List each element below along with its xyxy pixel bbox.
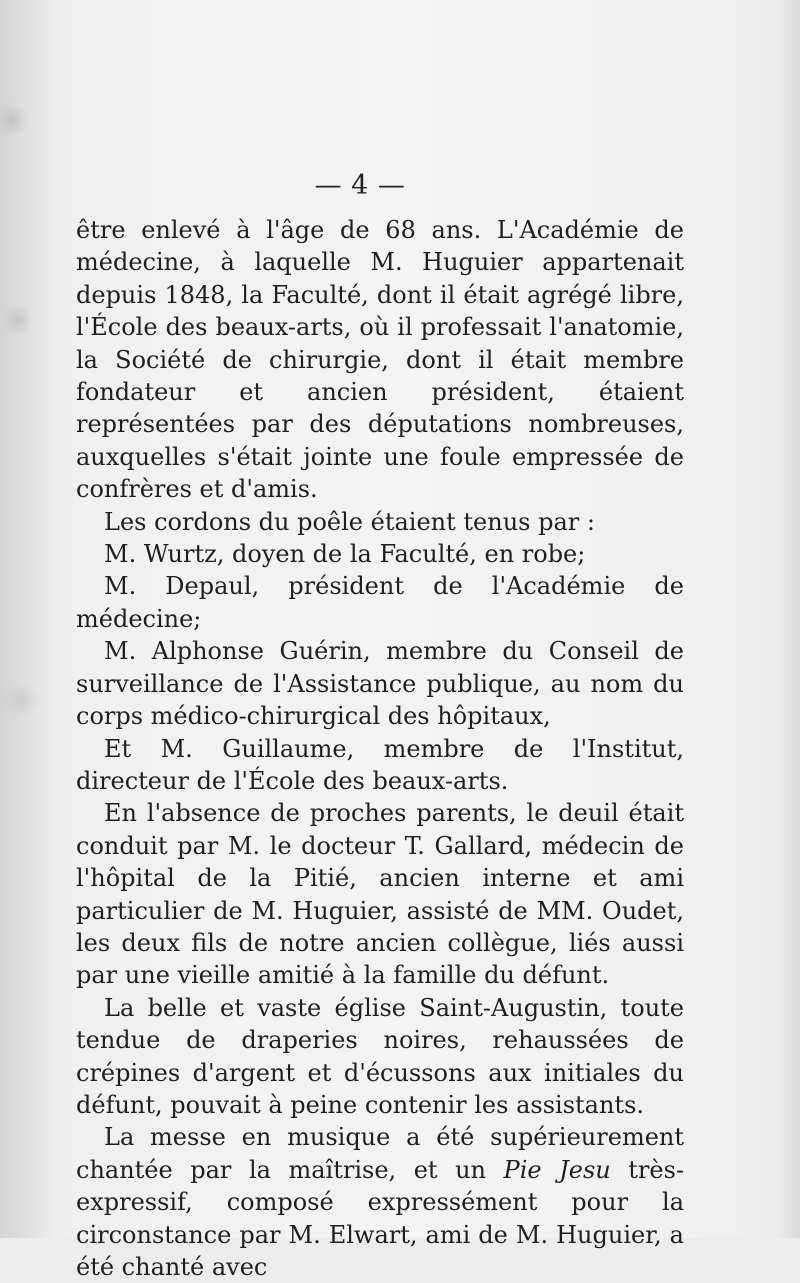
paragraph-6: Et M. Guillaume, membre de l'Institut, directeur de l'École des beaux-arts.: [76, 734, 684, 795]
page-right-edge: [780, 0, 800, 1238]
paragraph-2: Les cordons du poêle étaient tenus par :: [104, 507, 595, 536]
page-body: [76, 214, 684, 1283]
paragraph-5: M. Alphonse Guérin, membre du Conseil de surveillance de l'Assistance publique, au nom du corps médico-chirurgical des hôpitaux,: [76, 637, 684, 731]
paragraph-4: M. Depaul, président de l'Académie de médecine;: [76, 572, 684, 633]
page-number: — 4 —: [314, 170, 406, 201]
paragraph-9: [76, 1121, 684, 1283]
paragraph-9-after-italic: très-expressif, composé expressément pour la circonstance par M. Elwart, ami de M. Huguier, a été chanté avec: [76, 1155, 685, 1281]
paragraph-3: M. Wurtz, doyen de la Faculté, en robe;: [104, 540, 586, 569]
paragraph-7: En l'absence de proches parents, le deuil était conduit par M. le docteur T. Gallard, médecin de l'hôpital de la Pitié, ancien interne et ami particulier de M. Huguier, assisté de MM. Oudet, les deux fils de notre ancien collègue, liés aussi par une vieille amitié à la famille du défunt.: [76, 799, 684, 990]
paragraph-8: La belle et vaste église Saint-Augustin, toute tendue de draperies noires, rehaussées de crépines d'argent et d'écussons aux initiales du défunt, pouvait à peine contenir les assistants.: [76, 993, 684, 1119]
paragraph-9-before-italic: La messe en musique a été supérieurement chantée par la maîtrise, et un: [76, 1123, 684, 1184]
paragraph-9-italic: Pie Jesu: [503, 1155, 611, 1184]
paragraph-1: être enlevé à l'âge de 68 ans. L'Académie de médecine, à laquelle M. Huguier appartenait depuis 1848, la Faculté, dont il était agrégé libre, l'École des beaux-arts, où il professait l'anatomie, la Société de chirurgie, dont il était membre fondateur et ancien président, étaient représentées par des députations nombreuses, auxquelles s'était jointe une foule empressée de confrères et d'amis.: [76, 216, 684, 504]
